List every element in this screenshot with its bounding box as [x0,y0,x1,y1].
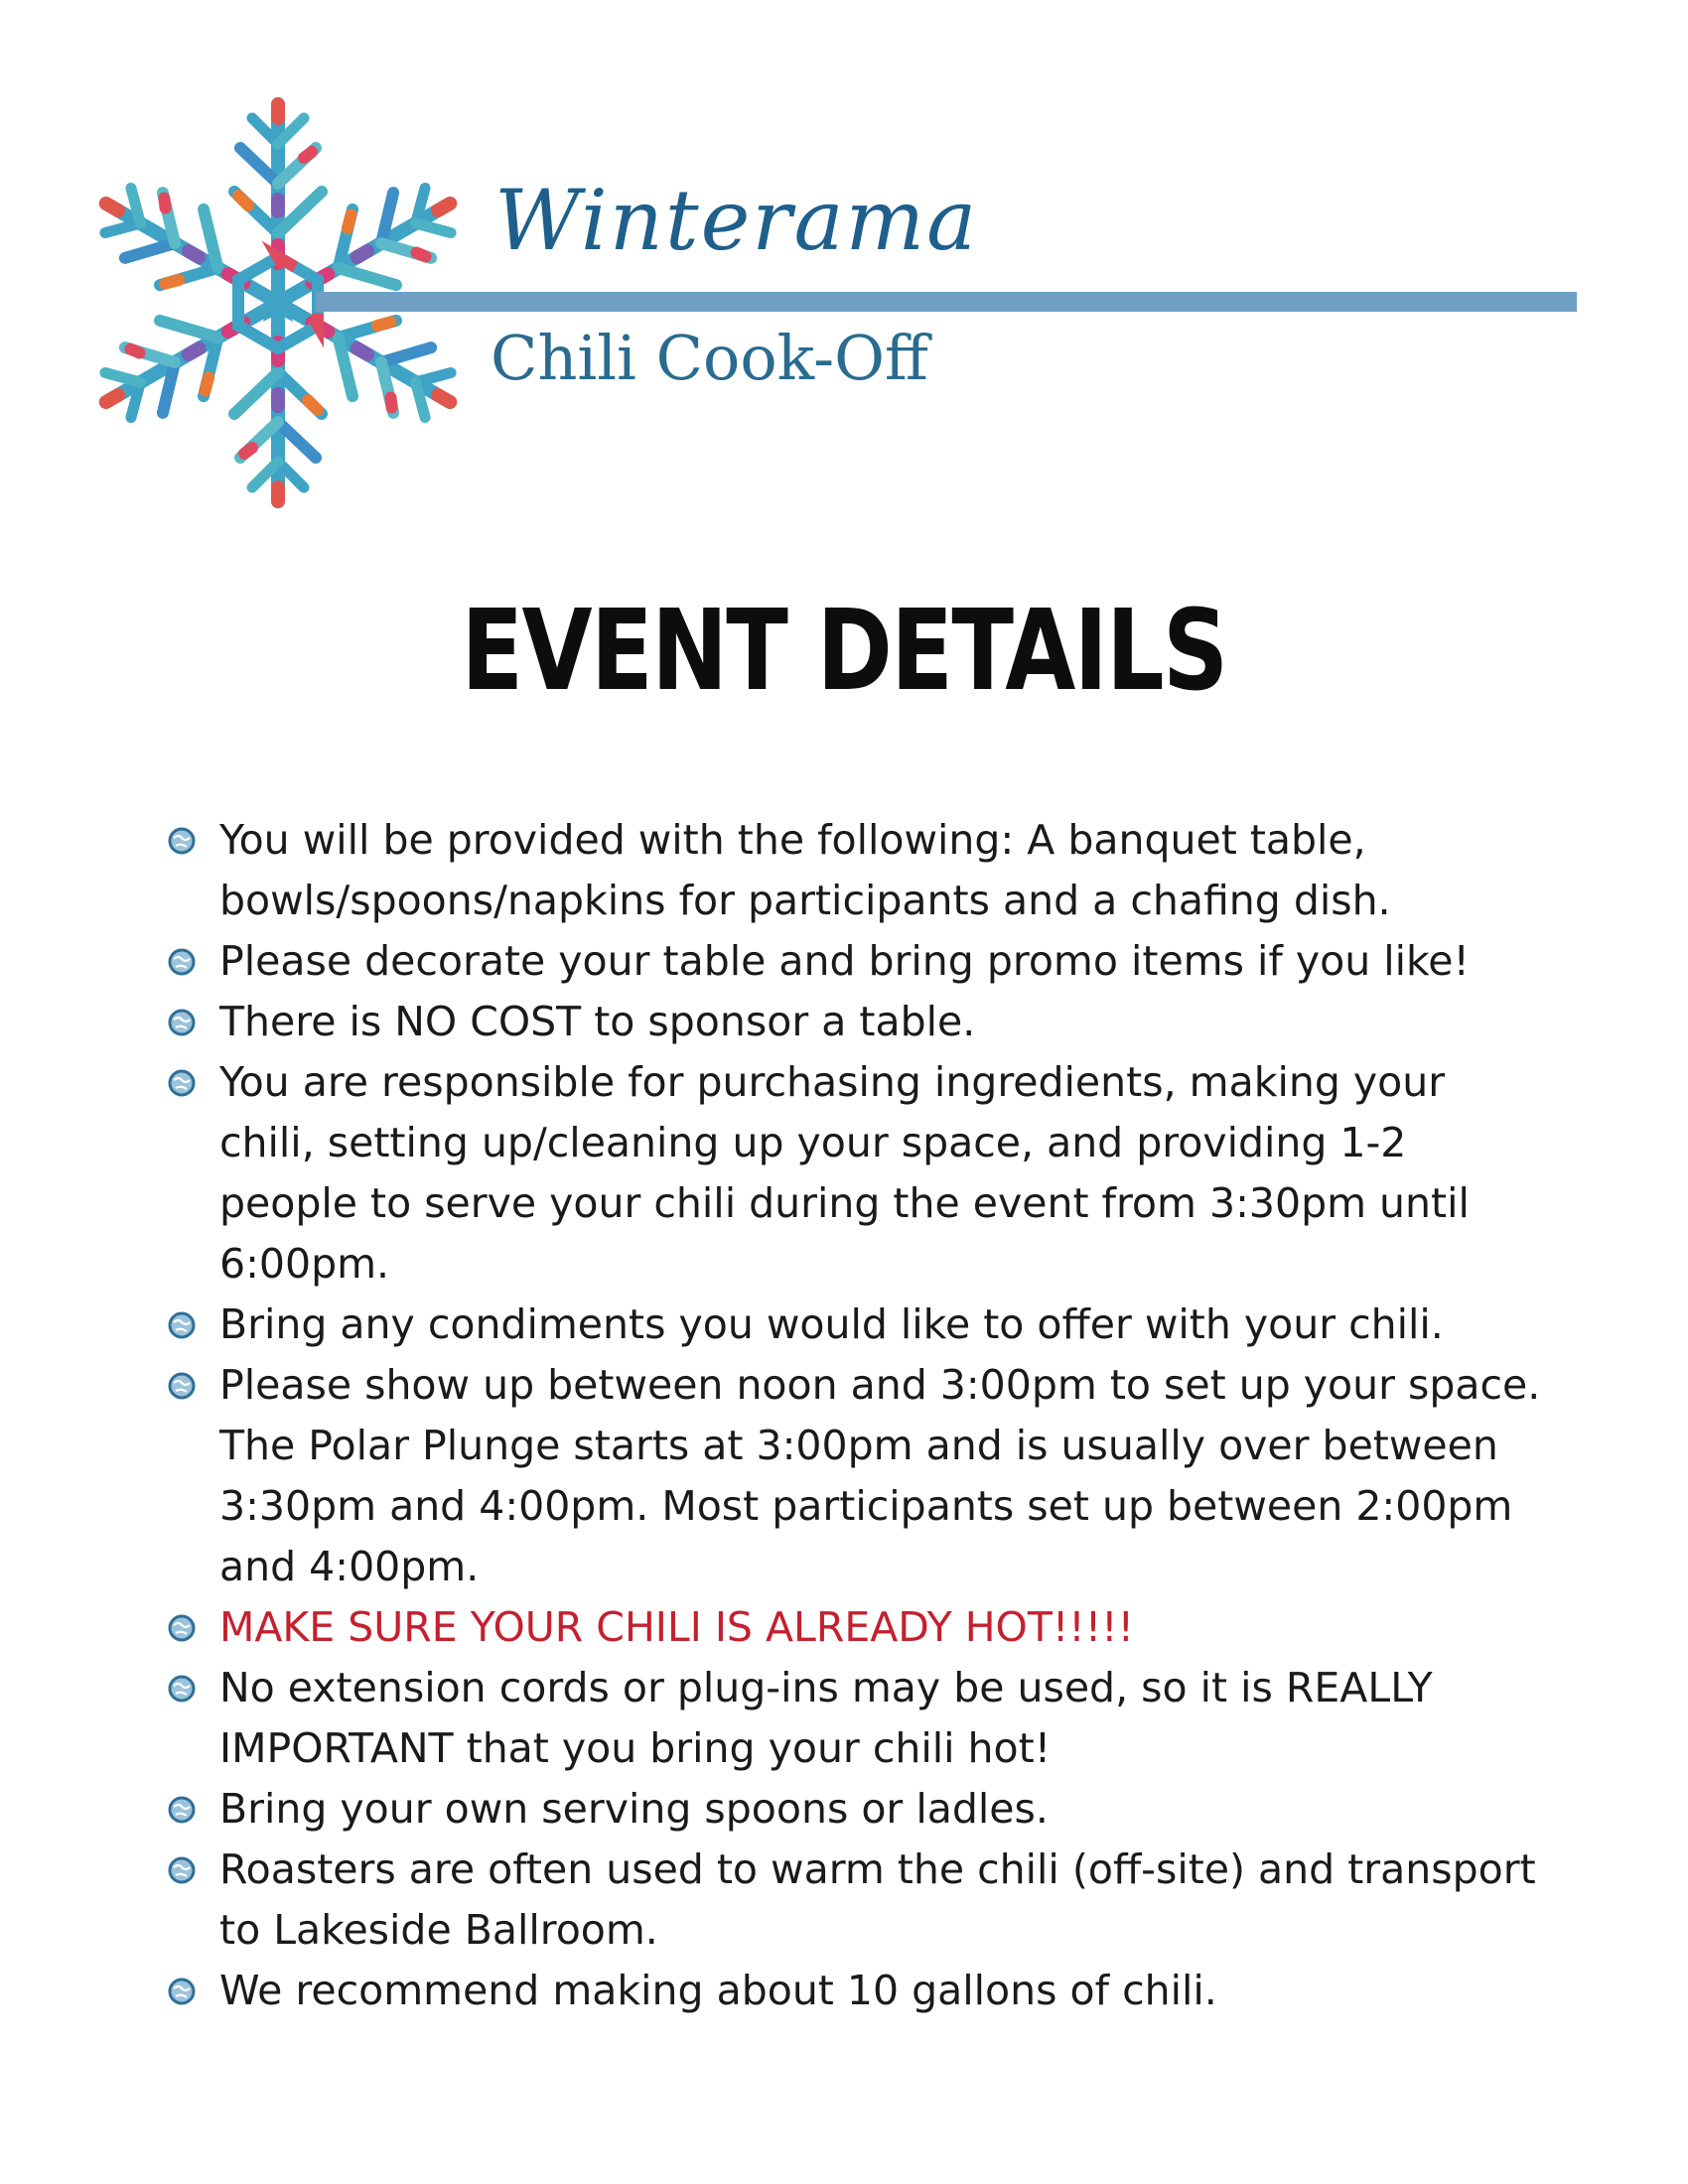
list-item [167,1355,1547,1597]
brand-subtitle: Chili Cook-Off [491,322,928,394]
list-item [167,810,1547,931]
globe-bullet-icon [167,1855,197,1885]
list-item-text: We recommend making about 10 gallons of chili. [219,1967,1217,2014]
list-item [167,1779,1547,1840]
globe-bullet-icon [167,1674,197,1704]
list-item [167,1961,1547,2021]
globe-bullet-icon [167,1310,197,1340]
globe-bullet-icon [167,1613,197,1643]
list-item-text: Bring your own serving spoons or ladles. [219,1785,1049,1833]
list-item [167,1295,1547,1355]
list-item-text: Please decorate your table and bring promo items if you like! [219,937,1470,985]
globe-bullet-icon [167,1795,197,1825]
brand-title: Winterama [494,172,979,269]
globe-bullet-icon [167,947,197,977]
globe-bullet-icon [167,826,197,856]
list-item-alert [167,1597,1547,1658]
brand-divider [316,292,1577,312]
list-item [167,992,1547,1052]
list-item [167,931,1547,992]
list-item [167,1052,1547,1295]
list-item [167,1658,1547,1779]
list-item-text: You are responsible for purchasing ingredients, making your chili, setting up/cleaning up your space, and providing 1-2 people to serve your chili during the event from 3:30pm until 6:00pm. [219,1058,1470,1288]
event-details-list [167,810,1547,2021]
page-title: EVENT DETAILS [461,587,1227,716]
list-item-text: There is NO COST to sponsor a table. [219,998,976,1045]
globe-bullet-icon [167,1008,197,1037]
globe-bullet-icon [167,1977,197,2006]
list-item [167,1840,1547,1961]
list-item-text: You will be provided with the following: A banquet table, bowls/spoons/napkins for participants and a chafing dish. [219,816,1391,924]
list-item-text: Bring any condiments you would like to offer with your chili. [219,1300,1444,1348]
list-item-text: Roasters are often used to warm the chili (off-site) and transport to Lakeside Ballroom. [219,1845,1536,1954]
list-item-text: MAKE SURE YOUR CHILI IS ALREADY HOT!!!!! [219,1603,1135,1651]
list-item-text: No extension cords or plug-ins may be used, so it is REALLY IMPORTANT that you bring your chili hot! [219,1664,1433,1772]
globe-bullet-icon [167,1068,197,1098]
globe-bullet-icon [167,1371,197,1401]
list-item-text: Please show up between noon and 3:00pm to set up your space. The Polar Plunge starts at 3:00pm and is usually over between 3:30pm and 4:00pm. Most participants set up between 2:00pm and 4:00pm. [219,1361,1541,1590]
